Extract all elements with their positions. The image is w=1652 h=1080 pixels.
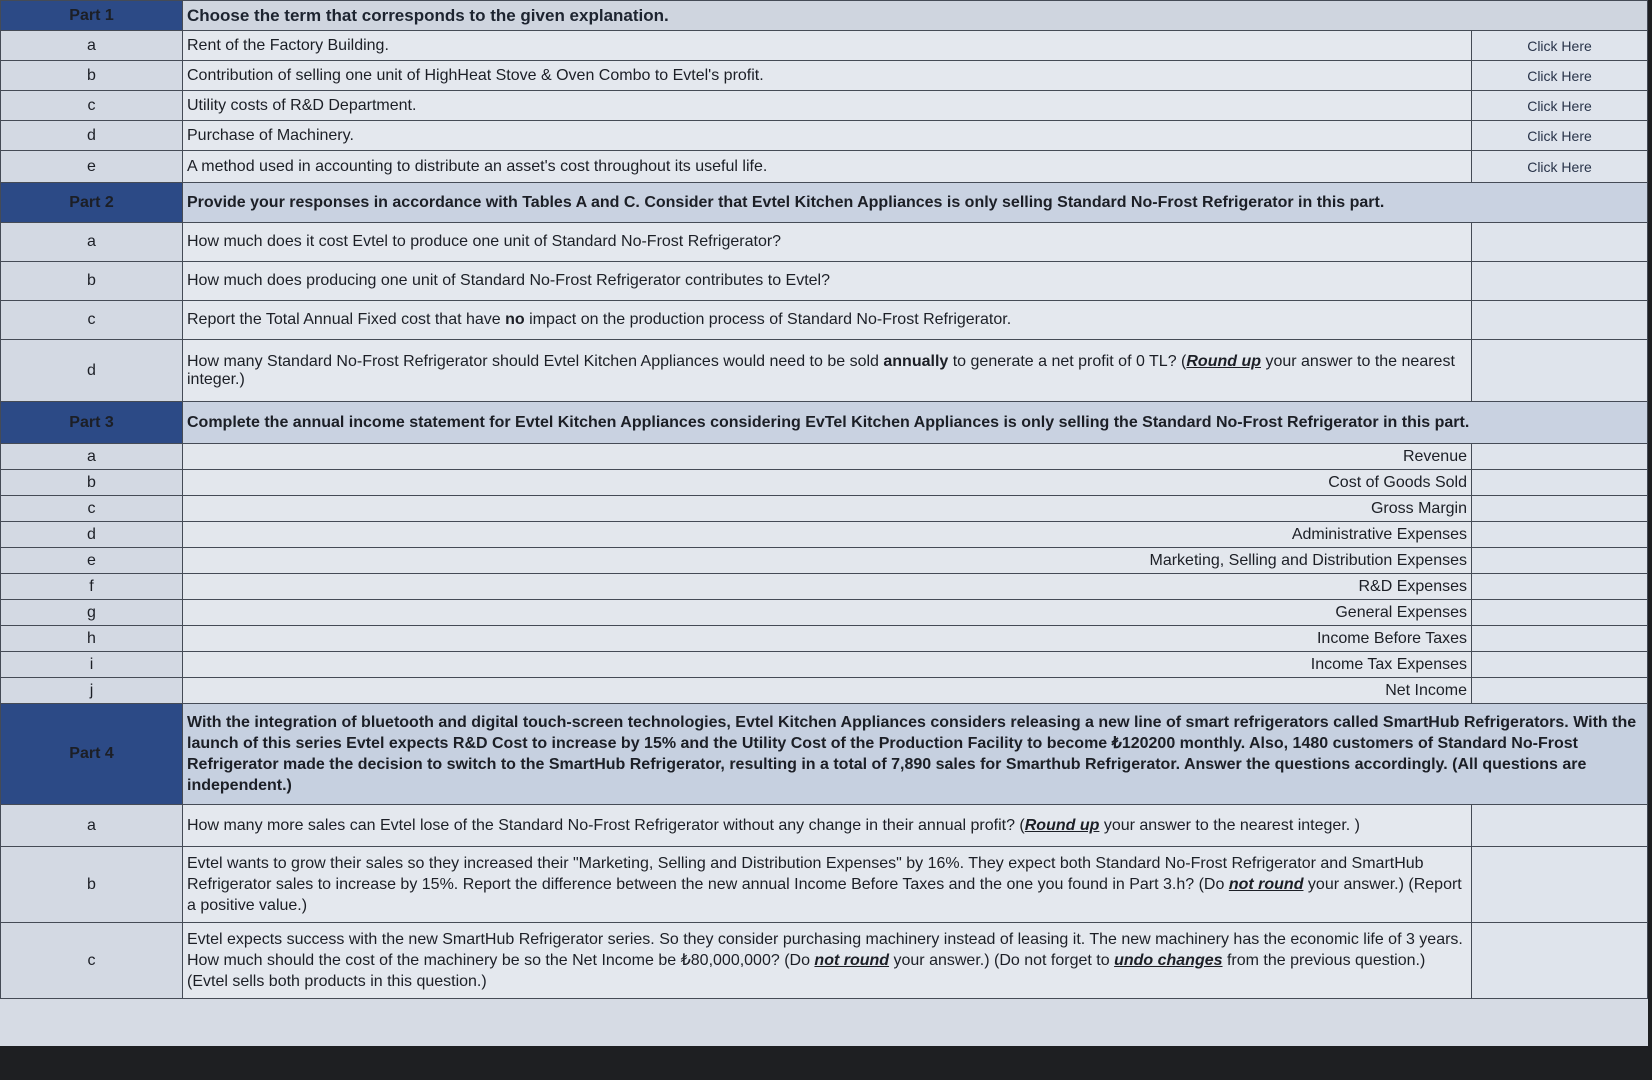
answer-input[interactable]: [1472, 340, 1648, 402]
row-letter: d: [1, 522, 183, 548]
row-letter: c: [1, 496, 183, 522]
row-letter: j: [1, 678, 183, 704]
answer-input[interactable]: [1472, 548, 1648, 574]
click-here-button[interactable]: Click Here: [1527, 37, 1592, 54]
answer-input[interactable]: [1472, 600, 1648, 626]
row-letter: i: [1, 652, 183, 678]
income-row-gross-margin: [1, 496, 1648, 522]
row-letter: a: [1, 444, 183, 470]
part4-row-a: [1, 805, 1648, 847]
part2-row-c: [1, 301, 1648, 340]
click-here-button[interactable]: Click Here: [1527, 97, 1592, 114]
question-emphasis: no: [505, 311, 525, 328]
click-here-button[interactable]: Click Here: [1527, 127, 1592, 144]
income-line-label: Income Tax Expenses: [183, 652, 1472, 678]
answer-cell: [1472, 31, 1648, 61]
row-letter: h: [1, 626, 183, 652]
question-text: [183, 340, 1472, 402]
row-letter: c: [1, 301, 183, 340]
income-line-label: General Expenses: [183, 600, 1472, 626]
part4-header-row: [1, 704, 1648, 805]
question-text: A method used in accounting to distribute an asset's cost throughout its useful life.: [183, 151, 1472, 183]
income-row-net: [1, 678, 1648, 704]
part3-header-row: [1, 402, 1648, 444]
income-row-cogs: [1, 470, 1648, 496]
answer-input[interactable]: [1472, 262, 1648, 301]
row-letter: b: [1, 470, 183, 496]
row-letter: g: [1, 600, 183, 626]
answer-cell: [1472, 61, 1648, 91]
part3-label: Part 3: [1, 402, 183, 444]
question-text-part: How many Standard No-Frost Refrigerator should Evtel Kitchen Appliances would need to be sold: [187, 352, 884, 370]
part4-row-c: [1, 923, 1648, 999]
part1-row-a: [1, 31, 1648, 61]
question-text: [183, 923, 1472, 999]
answer-input[interactable]: [1472, 496, 1648, 522]
income-line-label: Revenue: [183, 444, 1472, 470]
question-text: [183, 805, 1472, 847]
question-text: Utility costs of R&D Department.: [183, 91, 1472, 121]
question-text: [183, 301, 1472, 340]
part1-row-e: [1, 151, 1648, 183]
row-letter: e: [1, 548, 183, 574]
question-text-part: your answer.) (Report a positive value.): [187, 876, 1462, 914]
part3-instruction: Complete the annual income statement for Evtel Kitchen Appliances considering EvTel Kitchen Appliances is only selling the Standard No-Frost Refrigerator in this part.: [183, 402, 1648, 444]
part1-row-c: [1, 91, 1648, 121]
part4-row-b: [1, 847, 1648, 923]
income-row-admin: [1, 522, 1648, 548]
income-row-before-taxes: [1, 626, 1648, 652]
question-text: Contribution of selling one unit of HighHeat Stove & Oven Combo to Evtel's profit.: [183, 61, 1472, 91]
part1-row-b: [1, 61, 1648, 91]
income-row-revenue: [1, 444, 1648, 470]
question-text: How much does producing one unit of Standard No-Frost Refrigerator contributes to Evtel?: [183, 262, 1472, 301]
income-row-general: [1, 600, 1648, 626]
part1-instruction: Choose the term that corresponds to the given explanation.: [183, 1, 1648, 31]
row-letter: b: [1, 847, 183, 923]
answer-input[interactable]: [1472, 678, 1648, 704]
part4-instruction: With the integration of bluetooth and digital touch-screen technologies, Evtel Kitchen Appliances considers releasing a new line of smart refrigerators called SmartHub Refrigerators. With the launch of this series Evtel expects R&D Cost to increase by 15% and the Utility Cost of the Production Facility to become ₺120200 monthly. Also, 1480 customers of Standard No-Frost Refrigerator made the decision to switch to the SmartHub Refrigerator, resulting in a total of 7,890 sales for Smarthub Refrigerator. Answer the questions accordingly. (All questions are independent.): [183, 704, 1648, 805]
question-text-part: your answer.) (Do not forget to: [889, 952, 1115, 969]
question-emphasis: Round up: [1024, 817, 1100, 834]
question-text-part: impact on the production process of Standard No-Frost Refrigerator.: [524, 311, 1012, 328]
income-row-rnd: [1, 574, 1648, 600]
question-text-part: Evtel wants to grow their sales so they increased their "Marketing, Selling and Distribution Expenses" by 16%. They expect both Standard No-Frost Refrigerator and SmartHub Refrigerator sales to increase by 15%. Report the difference between the new annual Income Before Taxes and the one you found in Part 3.h? (Do: [187, 855, 1424, 893]
row-letter: e: [1, 151, 183, 183]
part1-header-row: [1, 1, 1648, 31]
income-line-label: Marketing, Selling and Distribution Expenses: [183, 548, 1472, 574]
question-emphasis: Round up: [1186, 352, 1261, 370]
part2-row-d: [1, 340, 1648, 402]
answer-cell: [1472, 151, 1648, 183]
question-emphasis: annually: [883, 352, 949, 370]
answer-input[interactable]: [1472, 847, 1648, 923]
row-letter: a: [1, 805, 183, 847]
part2-row-a: [1, 223, 1648, 262]
row-letter: a: [1, 223, 183, 262]
income-row-marketing: [1, 548, 1648, 574]
row-letter: c: [1, 91, 183, 121]
part2-instruction: Provide your responses in accordance with Tables A and C. Consider that Evtel Kitchen Appliances is only selling Standard No-Frost Refrigerator in this part.: [183, 183, 1648, 223]
question-emphasis: undo changes: [1114, 952, 1223, 969]
question-text-part: your answer to the nearest integer.): [187, 352, 1455, 388]
income-line-label: Income Before Taxes: [183, 626, 1472, 652]
question-text-part: from the previous question.) (Evtel sells both products in this question.): [187, 952, 1426, 990]
answer-cell: [1472, 121, 1648, 151]
question-text: Purchase of Machinery.: [183, 121, 1472, 151]
answer-input[interactable]: [1472, 626, 1648, 652]
answer-input[interactable]: [1472, 470, 1648, 496]
part2-row-b: [1, 262, 1648, 301]
question-text-part: How many more sales can Evtel lose of the Standard No-Frost Refrigerator without any change in their annual profit? (: [187, 817, 1025, 834]
row-letter: f: [1, 574, 183, 600]
part2-label: Part 2: [1, 183, 183, 223]
question-text-part: to generate a net profit of 0 TL? (: [948, 352, 1187, 370]
question-emphasis: not round: [1228, 876, 1304, 893]
row-letter: b: [1, 262, 183, 301]
question-text-part: Report the Total Annual Fixed cost that have: [187, 311, 506, 328]
question-text: How much does it cost Evtel to produce one unit of Standard No-Frost Refrigerator?: [183, 223, 1472, 262]
answer-input[interactable]: [1472, 444, 1648, 470]
row-letter: d: [1, 121, 183, 151]
income-line-label: Administrative Expenses: [183, 522, 1472, 548]
answer-input[interactable]: [1472, 923, 1648, 999]
income-line-label: Gross Margin: [183, 496, 1472, 522]
row-letter: a: [1, 31, 183, 61]
row-letter: b: [1, 61, 183, 91]
question-text: [183, 847, 1472, 923]
question-text: Rent of the Factory Building.: [183, 31, 1472, 61]
income-row-tax: [1, 652, 1648, 678]
answer-input[interactable]: [1472, 522, 1648, 548]
answer-input[interactable]: [1472, 301, 1648, 340]
click-here-button[interactable]: Click Here: [1527, 158, 1592, 175]
row-letter: c: [1, 923, 183, 999]
answer-input[interactable]: [1472, 574, 1648, 600]
part1-label: Part 1: [1, 1, 183, 31]
question-text-part: your answer to the nearest integer. ): [1099, 817, 1360, 834]
income-line-label: Cost of Goods Sold: [183, 470, 1472, 496]
answer-input[interactable]: [1472, 652, 1648, 678]
answer-input[interactable]: [1472, 805, 1648, 847]
part2-header-row: [1, 183, 1648, 223]
click-here-button[interactable]: Click Here: [1527, 67, 1592, 84]
question-text-part: Evtel expects success with the new SmartHub Refrigerator series. So they consider purchasing machinery instead of leasing it. The new machinery has the economic life of 3 years. How much should the cost of the machinery be so the Net Income be ₺80,000,000? (Do: [187, 931, 1463, 969]
question-emphasis: not round: [814, 952, 890, 969]
income-line-label: R&D Expenses: [183, 574, 1472, 600]
part4-label: Part 4: [1, 704, 183, 805]
part1-row-d: [1, 121, 1648, 151]
answer-cell: [1472, 91, 1648, 121]
row-letter: d: [1, 340, 183, 402]
income-line-label: Net Income: [183, 678, 1472, 704]
answer-input[interactable]: [1472, 223, 1648, 262]
